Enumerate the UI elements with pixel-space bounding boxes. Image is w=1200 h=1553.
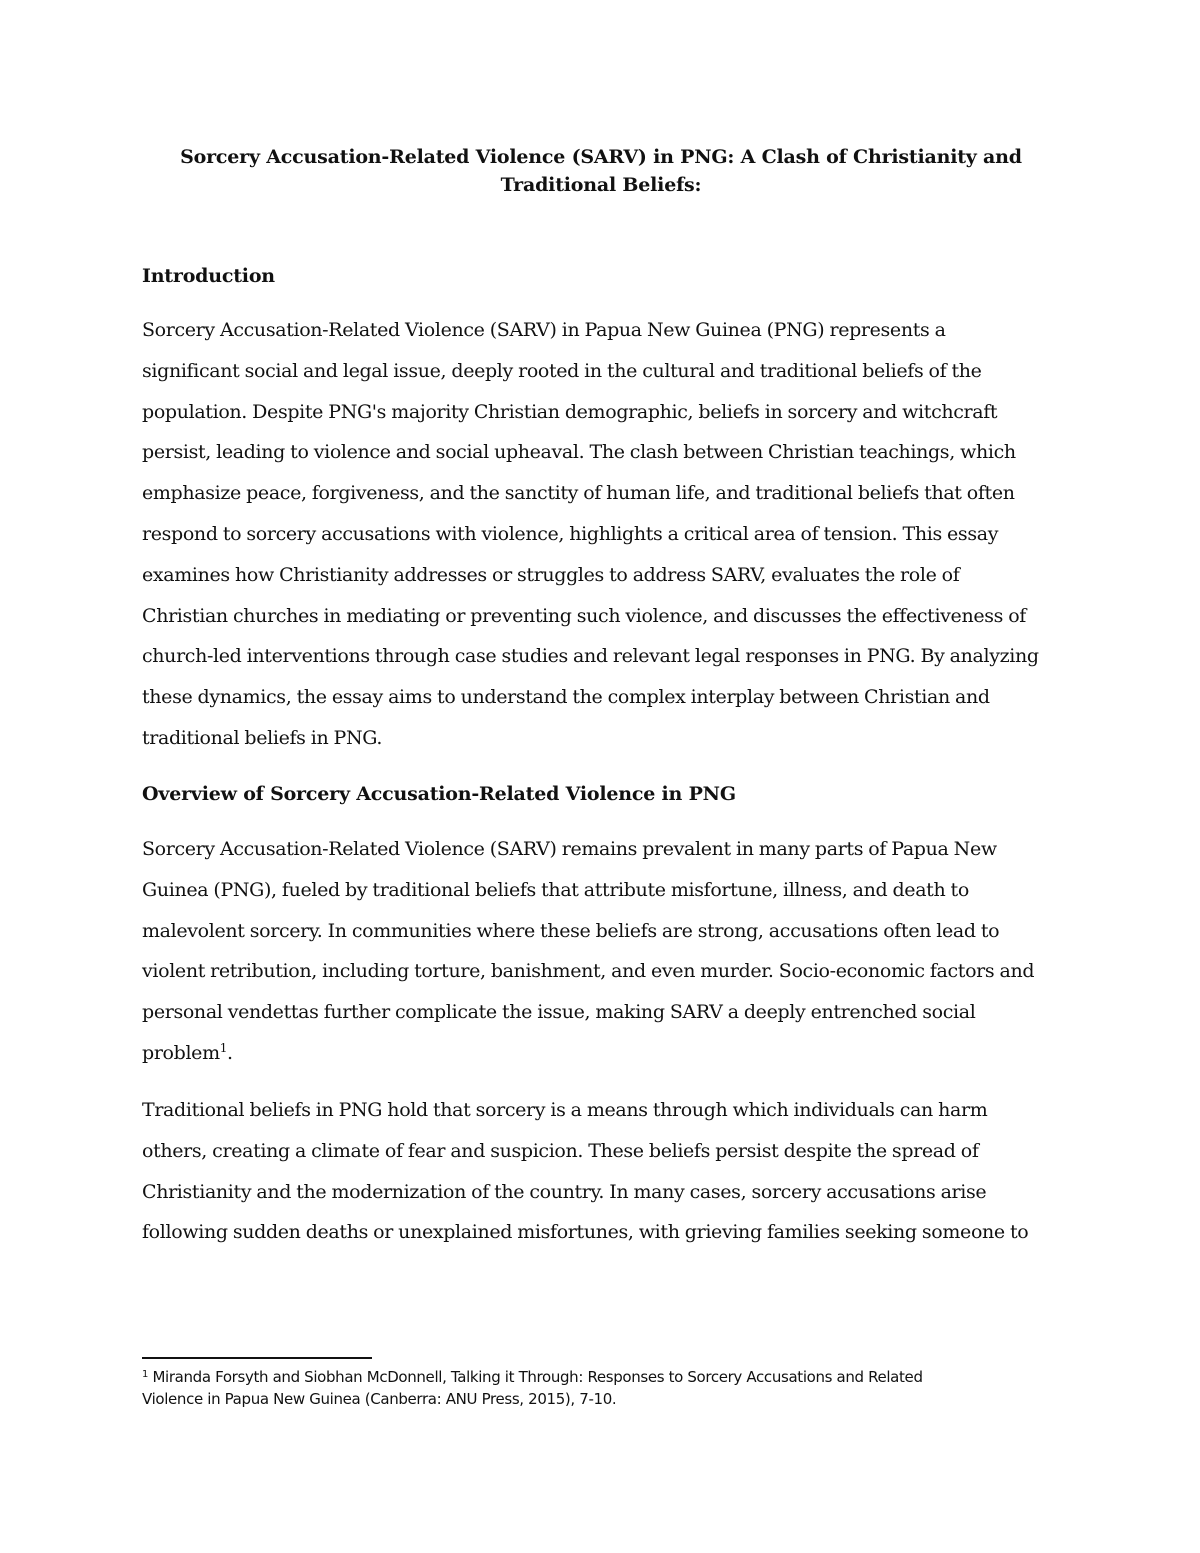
paragraph-line-text: problem bbox=[142, 1041, 220, 1064]
paragraph-line: persist, leading to violence and social upheaval. The clash between Christian teachings, which bbox=[142, 441, 1016, 464]
paragraph-overview-2 bbox=[142, 1090, 1057, 1253]
paragraph-introduction bbox=[142, 310, 1057, 759]
paragraph-line: emphasize peace, forgiveness, and the sanctity of human life, and traditional beliefs that often bbox=[142, 482, 1015, 505]
paragraph-line: traditional beliefs in PNG. bbox=[142, 726, 383, 749]
paragraph-line: personal vendettas further complicate the issue, making SARV a deeply entrenched social bbox=[142, 1001, 976, 1024]
paragraph-line: Sorcery Accusation-Related Violence (SARV) remains prevalent in many parts of Papua New bbox=[142, 838, 997, 860]
paragraph-line: significant social and legal issue, deeply rooted in the cultural and traditional beliefs of the bbox=[142, 359, 982, 382]
footnote-separator bbox=[142, 1357, 372, 1359]
paragraph-line: Christian churches in mediating or preventing such violence, and discusses the effectiveness of bbox=[142, 604, 1026, 627]
paragraph-line-end: . bbox=[227, 1041, 233, 1064]
paragraph-line: examines how Christianity addresses or struggles to address SARV, evaluates the role of bbox=[142, 563, 960, 586]
paragraph-line: population. Despite PNG's majority Christian demographic, beliefs in sorcery and witchcraft bbox=[142, 400, 998, 423]
paragraph-line: malevolent sorcery. In communities where these beliefs are strong, accusations often lead to bbox=[142, 919, 1000, 942]
footnote-line bbox=[142, 1366, 1072, 1388]
paragraph-line: violent retribution, including torture, banishment, and even murder. Socio-economic factors and bbox=[142, 960, 1035, 983]
document-title-text: Sorcery Accusation-Related Violence (SARV) in PNG: A Clash of Christianity and Traditional Beliefs: bbox=[180, 146, 1022, 196]
footnote-text: Miranda Forsyth and Siobhan McDonnell, Talking it Through: Responses to Sorcery Accusations and Related bbox=[152, 1368, 923, 1386]
paragraph-line: Christianity and the modernization of the country. In many cases, sorcery accusations arise bbox=[142, 1180, 987, 1203]
footnote-reference[interactable]: 1 bbox=[219, 1040, 228, 1055]
paragraph-overview-1 bbox=[142, 829, 1057, 1074]
paragraph-line: church-led interventions through case studies and relevant legal responses in PNG. By analyzing bbox=[142, 645, 1039, 668]
paragraph-last-line bbox=[142, 1033, 1057, 1074]
section-heading-overview: Overview of Sorcery Accusation-Related Violence in PNG bbox=[142, 783, 736, 805]
section-heading-introduction: Introduction bbox=[142, 265, 275, 287]
paragraph-line: following sudden deaths or unexplained misfortunes, with grieving families seeking someone to bbox=[142, 1221, 1029, 1244]
footnote-number: 1 bbox=[142, 1369, 149, 1380]
paragraph-line: respond to sorcery accusations with violence, highlights a critical area of tension. This essay bbox=[142, 522, 999, 545]
paragraph-line: others, creating a climate of fear and suspicion. These beliefs persist despite the spread of bbox=[142, 1139, 979, 1162]
document-title bbox=[142, 143, 1060, 199]
footnote bbox=[142, 1366, 1072, 1410]
paragraph-line: Traditional beliefs in PNG hold that sorcery is a means through which individuals can harm bbox=[142, 1099, 988, 1121]
paragraph-line: Guinea (PNG), fueled by traditional beliefs that attribute misfortune, illness, and death to bbox=[142, 878, 969, 901]
footnote-line: Violence in Papua New Guinea (Canberra: ANU Press, 2015), 7-10. bbox=[142, 1390, 617, 1408]
paragraph-line: these dynamics, the essay aims to understand the complex interplay between Christian and bbox=[142, 686, 990, 709]
paragraph-line: Sorcery Accusation-Related Violence (SARV) in Papua New Guinea (PNG) represents a bbox=[142, 319, 946, 341]
